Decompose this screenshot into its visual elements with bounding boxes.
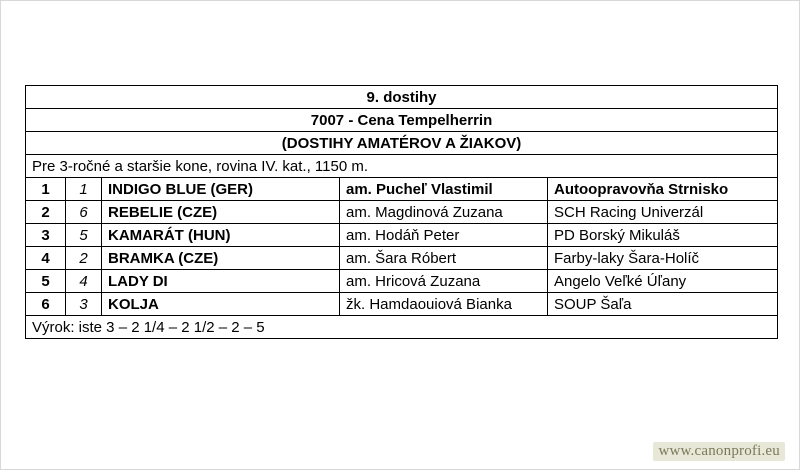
table-row (26, 270, 778, 293)
result-start-number: 2 (66, 247, 102, 270)
race-verdict: Výrok: iste 3 – 2 1/4 – 2 1/2 – 2 – 5 (26, 316, 778, 339)
race-conditions: Pre 3-ročné a staršie kone, rovina IV. kat., 1150 m. (26, 155, 778, 178)
result-start-number: 5 (66, 224, 102, 247)
result-owner: Farby-laky Šara-Holíč (548, 247, 778, 270)
watermark: www.canonprofi.eu (653, 442, 785, 461)
result-horse: INDIGO BLUE (GER) (102, 178, 340, 201)
result-place: 2 (26, 201, 66, 224)
result-horse: KOLJA (102, 293, 340, 316)
race-category: (DOSTIHY AMATÉROV A ŽIAKOV) (26, 132, 778, 155)
result-jockey: am. Šara Róbert (340, 247, 548, 270)
table-row-conditions (26, 155, 778, 178)
result-start-number: 4 (66, 270, 102, 293)
result-owner: PD Borský Mikuláš (548, 224, 778, 247)
table-row (26, 224, 778, 247)
result-jockey: am. Magdinová Zuzana (340, 201, 548, 224)
table-row (26, 201, 778, 224)
race-code: 7007 - Cena Tempelherrin (26, 109, 778, 132)
result-place: 6 (26, 293, 66, 316)
table-row-race-code (26, 109, 778, 132)
table-row-category (26, 132, 778, 155)
result-owner: SCH Racing Univerzál (548, 201, 778, 224)
result-place: 3 (26, 224, 66, 247)
result-start-number: 6 (66, 201, 102, 224)
result-horse: LADY DI (102, 270, 340, 293)
table-row (26, 178, 778, 201)
result-horse: BRAMKA (CZE) (102, 247, 340, 270)
result-jockey: žk. Hamdaouiová Bianka (340, 293, 548, 316)
result-owner: Angelo Veľké Úľany (548, 270, 778, 293)
table-row (26, 247, 778, 270)
result-start-number: 1 (66, 178, 102, 201)
race-title: 9. dostihy (26, 86, 778, 109)
race-results-table (25, 85, 778, 339)
result-horse: REBELIE (CZE) (102, 201, 340, 224)
result-owner: Autoopravovňa Strnisko (548, 178, 778, 201)
table-row-footer (26, 316, 778, 339)
result-place: 1 (26, 178, 66, 201)
result-jockey: am. Pucheľ Vlastimil (340, 178, 548, 201)
result-jockey: am. Hodáň Peter (340, 224, 548, 247)
table-row-title (26, 86, 778, 109)
result-place: 4 (26, 247, 66, 270)
table-row (26, 293, 778, 316)
result-owner: SOUP Šaľa (548, 293, 778, 316)
result-jockey: am. Hricová Zuzana (340, 270, 548, 293)
result-place: 5 (26, 270, 66, 293)
result-horse: KAMARÁT (HUN) (102, 224, 340, 247)
result-start-number: 3 (66, 293, 102, 316)
